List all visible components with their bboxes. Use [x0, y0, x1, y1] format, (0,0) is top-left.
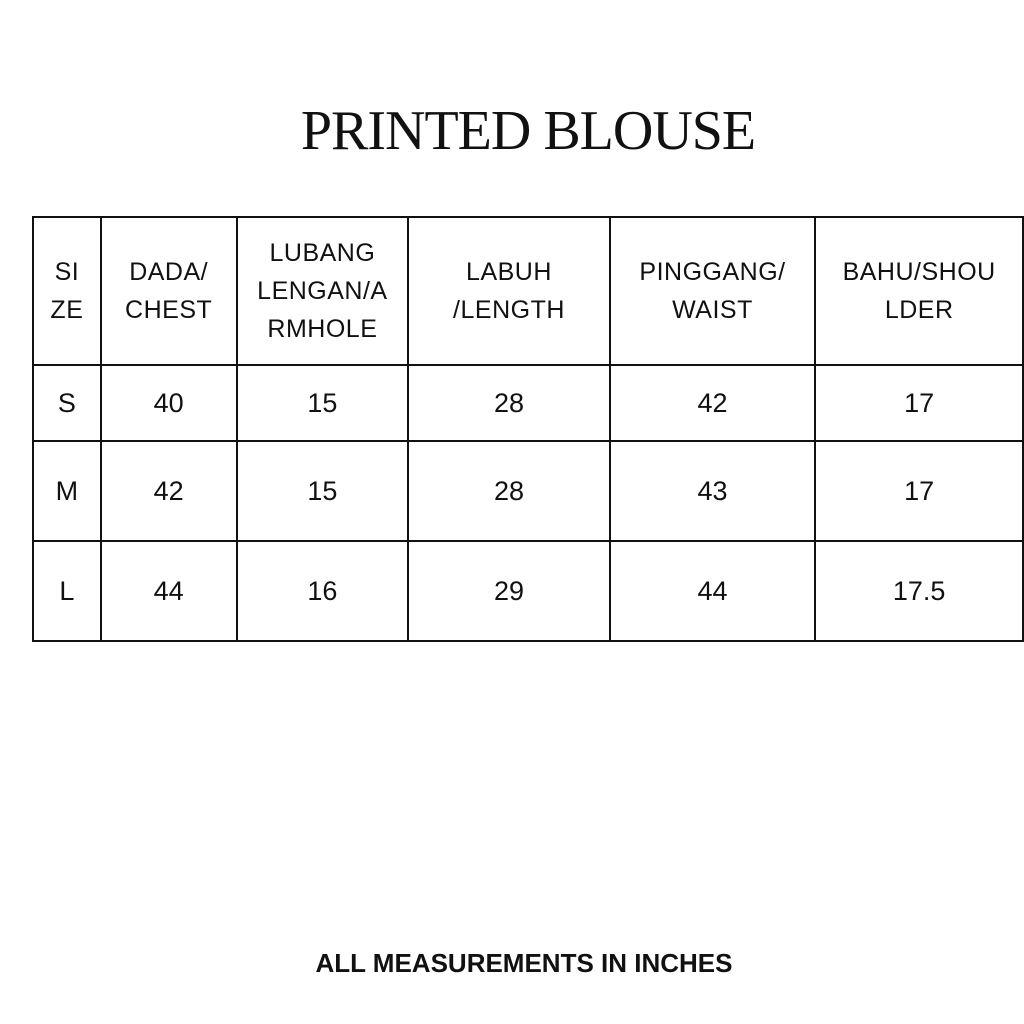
header-waist: PINGGANG/ WAIST	[610, 217, 816, 365]
cell-size: M	[33, 441, 101, 541]
header-chest: DADA/ CHEST	[101, 217, 237, 365]
page-title: PRINTED BLOUSE	[300, 100, 756, 162]
header-size: SI ZE	[33, 217, 101, 365]
size-chart-table	[32, 216, 1024, 642]
cell-waist: 43	[610, 441, 816, 541]
measurement-note: ALL MEASUREMENTS IN INCHES	[315, 948, 733, 978]
cell-armhole: 15	[237, 365, 409, 441]
cell-shoulder: 17	[815, 365, 1023, 441]
header-length: LABUH /LENGTH	[408, 217, 609, 365]
cell-armhole: 15	[237, 441, 409, 541]
cell-chest: 40	[101, 365, 237, 441]
cell-armhole: 16	[237, 541, 409, 641]
table-row	[33, 441, 1023, 541]
header-shoulder: BAHU/SHOU LDER	[815, 217, 1023, 365]
cell-shoulder: 17.5	[815, 541, 1023, 641]
cell-chest: 44	[101, 541, 237, 641]
cell-waist: 42	[610, 365, 816, 441]
cell-length: 28	[408, 365, 609, 441]
cell-size: S	[33, 365, 101, 441]
cell-length: 28	[408, 441, 609, 541]
cell-chest: 42	[101, 441, 237, 541]
cell-waist: 44	[610, 541, 816, 641]
table-header-row	[33, 217, 1023, 365]
cell-length: 29	[408, 541, 609, 641]
table-row	[33, 541, 1023, 641]
cell-shoulder: 17	[815, 441, 1023, 541]
table-row	[33, 365, 1023, 441]
cell-size: L	[33, 541, 101, 641]
header-armhole: LUBANG LENGAN/A RMHOLE	[237, 217, 409, 365]
